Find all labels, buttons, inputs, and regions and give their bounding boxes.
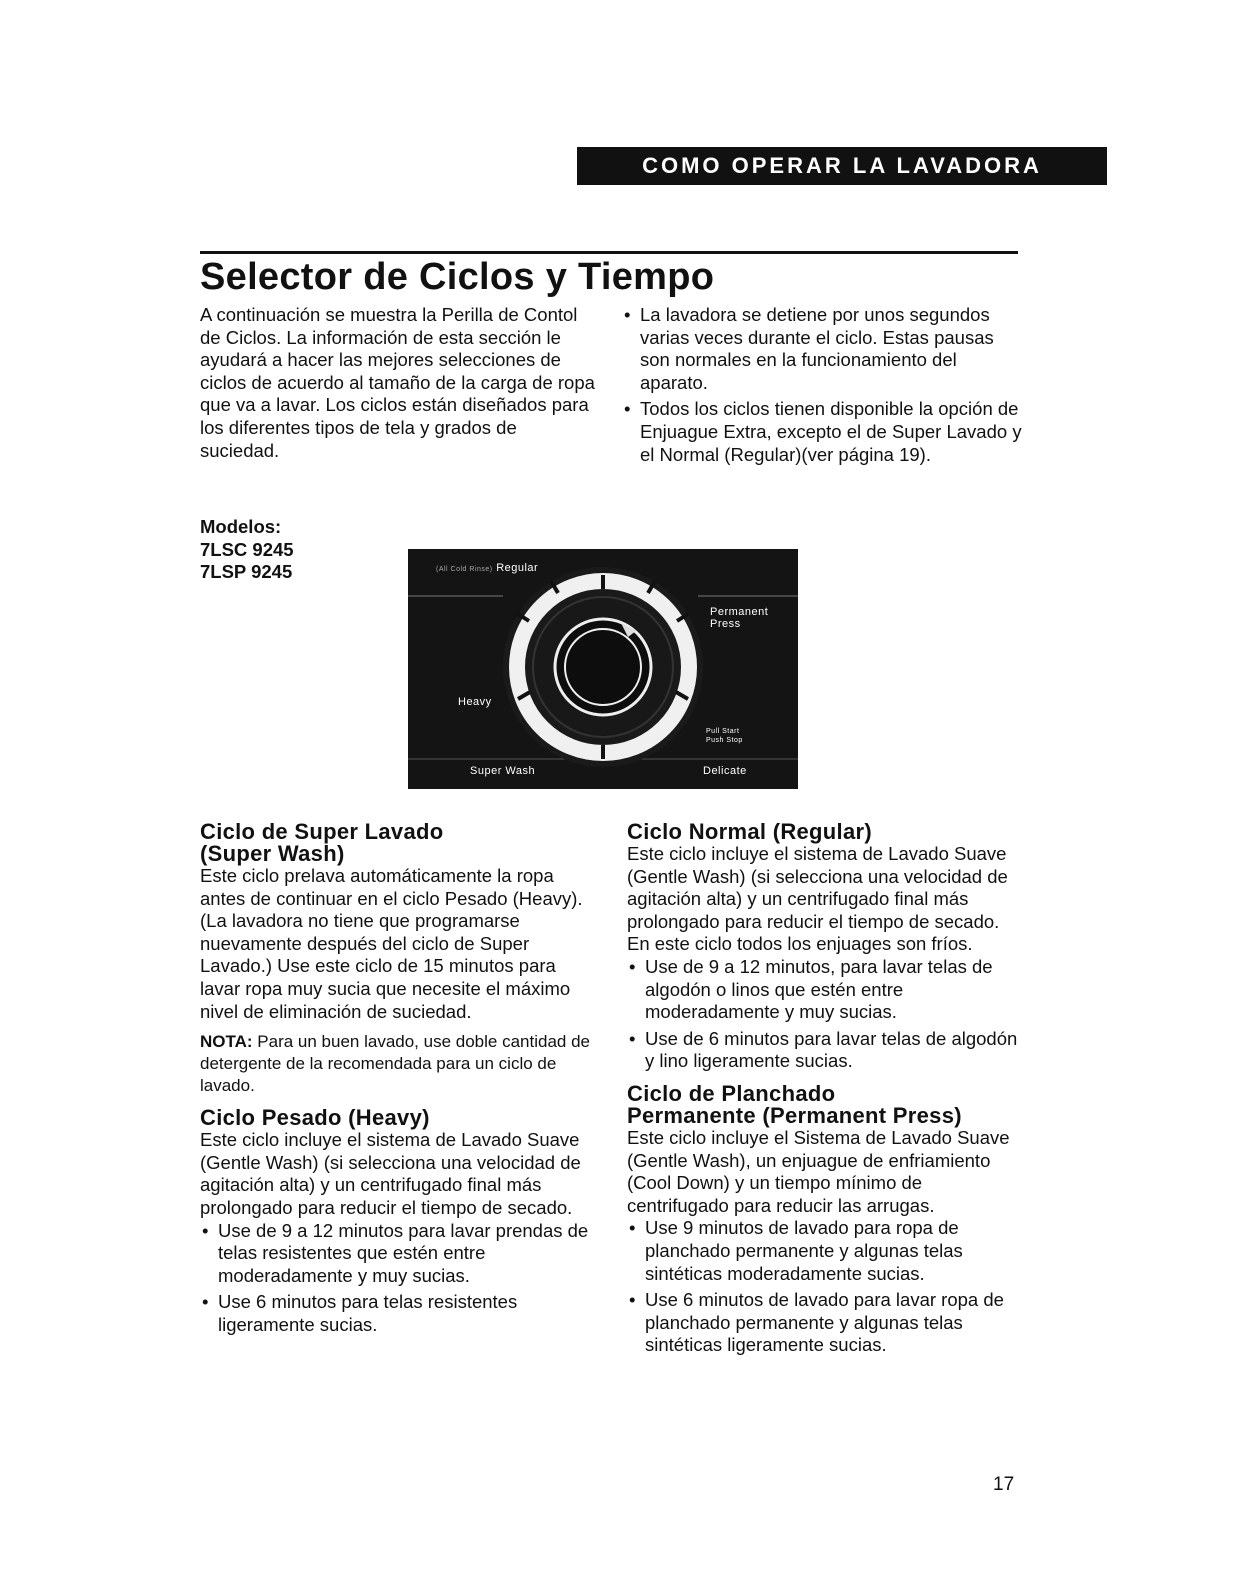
super-wash-section (200, 821, 600, 1341)
title-rule (200, 251, 1018, 254)
intro-bullet: • Todos los ciclos tienen disponible la opción de Enjuague Extra, excepto el de Super Lavado y el Normal (Regular)(ver página 19). (622, 398, 1022, 466)
page-title: Selector de Ciclos y Tiempo (200, 256, 715, 298)
heavy-heading: Ciclo Pesado (Heavy) (200, 1105, 430, 1131)
super-wash-body: Este ciclo prelava automáticamente la ropa antes de continuar en el ciclo Pesado (Heavy). (La lavadora no tiene que programarse nuevamente después del ciclo de Super Lavado.) Use este ciclo de 15 minutos para lavar ropa muy sucia que necesite el máximo nivel de eliminación de suciedad. (200, 865, 583, 1022)
permanent-press-heading-en: Permanente (Permanent Press) (627, 1102, 962, 1128)
dial-label-permanent-press: Permanent Press (710, 606, 769, 630)
normal-bullet: • Use de 6 minutos para lavar telas de algodón y lino ligeramente sucias. (627, 1028, 1027, 1073)
dial-label-regular: (All Cold Rinse) Regular (436, 562, 539, 574)
normal-heading: Ciclo Normal (Regular) (627, 819, 872, 844)
model-number: 7LSP 9245 (200, 561, 293, 583)
dial-label-delicate: Delicate (703, 765, 747, 777)
models-label: Modelos: (200, 516, 282, 537)
pull-start-push-stop-label: Pull Start Push Stop (706, 728, 743, 744)
heavy-body: Este ciclo incluye el sistema de Lavado Suave (Gentle Wash) (si selecciona una velocidad de agitación alta) y un centrifugado final más prolongado para reducir el tiempo de secado. (200, 1129, 581, 1218)
permanent-press-bullet: • Use 9 minutos de lavado para ropa de planchado permanente y algunas telas sintéticas moderadamente sucias. (627, 1217, 1027, 1285)
heavy-bullet: • Use de 9 a 12 minutos para lavar prendas de telas resistentes que estén entre moderadamente y muy sucias. (200, 1220, 600, 1288)
dial-label-super-wash: Super Wash (470, 765, 536, 777)
cycle-dial-illustration (408, 549, 798, 789)
intro-notes (622, 304, 1022, 470)
normal-section (627, 821, 1027, 1361)
permanent-press-bullet: • Use 6 minutos de lavado para lavar ropa de planchado permanente y algunas telas sintéticas ligeramente sucias. (627, 1289, 1027, 1357)
models-block (200, 516, 294, 584)
section-banner: COMO OPERAR LA LAVADORA (577, 147, 1107, 185)
super-wash-heading: Ciclo de Super Lavado (200, 819, 444, 844)
model-number: 7LSC 9245 (200, 538, 294, 560)
intro-paragraph: A continuación se muestra la Perilla de Contol de Ciclos. La información de esta sección le ayudará a hacer las mejores selecciones de ciclos de acuerdo al tamaño de la carga de ropa que va a lavar. Los ciclos están diseñados para los diferentes tipos de tela y grados de suciedad. (200, 304, 595, 461)
intro-bullet: • La lavadora se detiene por unos segundos varias veces durante el ciclo. Estas pausas son normales en la funcionamiento del aparato. (622, 304, 1022, 394)
normal-body: Este ciclo incluye el sistema de Lavado Suave (Gentle Wash) (si selecciona una velocidad de agitación alta) y un centrifugado final más prolongado para reducir el tiempo de secado. En este ciclo todos los enjuages son fríos. (627, 843, 1008, 955)
cycle-control-panel (408, 549, 798, 789)
permanent-press-heading: Ciclo de Planchado (627, 1080, 836, 1106)
super-wash-note (200, 1031, 600, 1097)
super-wash-heading-en: (Super Wash) (200, 841, 345, 866)
permanent-press-body: Este ciclo incluye el Sistema de Lavado Suave (Gentle Wash), un enjuague de enfriamiento (Cool Down) y un tiempo mínimo de centrifugado para reducir las arrugas. (627, 1126, 1010, 1216)
heavy-bullet: • Use 6 minutos para telas resistentes ligeramente sucias. (200, 1291, 600, 1336)
normal-bullet: • Use de 9 a 12 minutos, para lavar telas de algodón o linos que estén entre moderadamente y muy sucias. (627, 956, 1027, 1024)
note-text: Para un buen lavado, use doble cantidad de detergente de la recomendada para un ciclo de lavado. (200, 1032, 590, 1096)
page-number: 17 (993, 1474, 1015, 1495)
dial-label-heavy: Heavy (458, 696, 492, 708)
note-label: NOTA: (200, 1032, 253, 1052)
